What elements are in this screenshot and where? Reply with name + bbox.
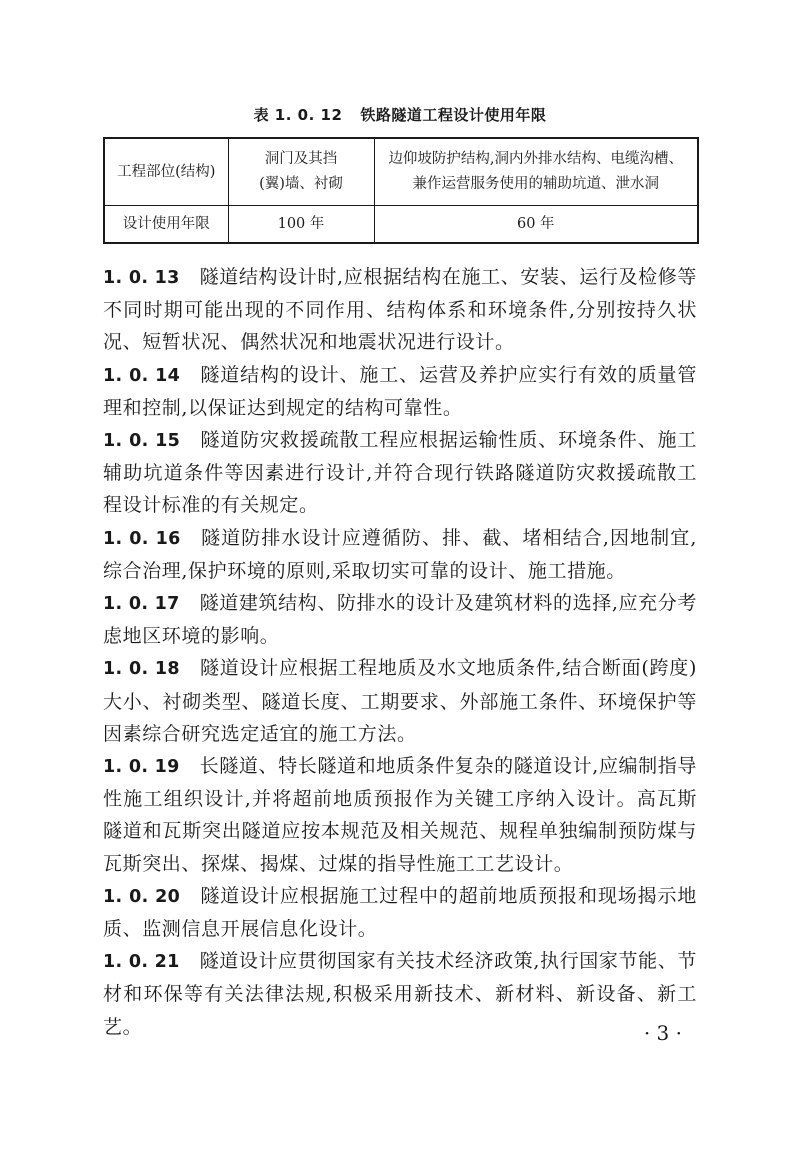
clause-text: 隧道结构的设计、施工、运营及养护应实行有效的质量管理和控制,以保证达到规定的结构可靠性。 [103,363,697,419]
header-cell-other-structures [374,138,698,206]
clause-number: 1. 0. 19 [103,757,180,778]
header-cell-portal-line2: (翼)墙、衬砌 [259,176,343,192]
header-cell-portal-line1: 洞门及其挡 [264,151,338,167]
clause-text: 隧道设计应贯彻国家有关技术经济政策,执行国家节能、节材和环保等有关法律法规,积极采用新技术、新材料、新设备、新工艺。 [103,950,697,1038]
clauses-list [103,261,697,1043]
table-caption [0,104,800,125]
clause [103,424,697,522]
row-value-60: 60 年 [374,206,698,244]
clause-number: 1. 0. 13 [103,268,180,288]
table-header-row [104,138,698,206]
clause [103,522,697,587]
clause [103,359,697,424]
row-label-cell: 设计使用年限 [104,206,228,244]
clause [103,587,697,652]
clause [103,750,697,880]
clause-number: 1. 0. 18 [103,659,180,680]
clause-number: 1. 0. 16 [103,528,181,549]
clause-text: 隧道建筑结构、防排水的设计及建筑材料的选择,应充分考虑地区环境的影响。 [103,592,697,648]
header-cell-part: 工程部位(结构) [104,138,228,206]
clause [103,880,697,945]
clause-text: 隧道设计应根据工程地质及水文地质条件,结合断面(跨度)大小、衬砌类型、隧道长度、工期要求、外部施工条件、环境保护等因素综合研究选定适宜的施工方法。 [103,657,697,745]
clause-number: 1. 0. 17 [103,594,180,615]
table-number: 表 1. 0. 12 [253,106,343,124]
clause [103,261,697,359]
clause-text: 隧道结构设计时,应根据结构在施工、安装、运行及检修等不同时期可能出现的不同作用、结构体系和环境条件,分别按持久状况、短暂状况、偶然状况和地震状况进行设计。 [103,266,697,354]
table-title: 铁路隧道工程设计使用年限 [360,106,547,124]
clause-text: 隧道防排水设计应遵循防、排、截、堵相结合,因地制宜,综合治理,保护环境的原则,采取切实可靠的设计、施工措施。 [103,526,697,582]
header-cell-portal [228,138,374,206]
clause [103,945,697,1043]
row-value-100: 100 年 [228,206,374,244]
table-row [104,206,698,244]
clause-text: 隧道设计应根据施工过程中的超前地质预报和现场揭示地质、监测信息开展信息化设计。 [103,884,697,941]
header-cell-other-line2: 兼作运营服务使用的辅助坑道、泄水洞 [412,176,659,192]
design-life-table [103,137,699,244]
clause-text: 隧道防灾救援疏散工程应根据运输性质、环境条件、施工辅助坑道条件等因素进行设计,并符合现行铁路隧道防灾救援疏散工程设计标准的有关规定。 [103,429,697,517]
header-cell-other-line1: 边仰坡防护结构,洞内外排水结构、电缆沟槽、 [388,151,684,167]
clause-text: 长隧道、特长隧道和地质条件复杂的隧道设计,应编制指导性施工组织设计,并将超前地质预报作为关键工序纳入设计。高瓦斯隧道和瓦斯突出隧道应按本规范及相关规范、规程单独编制预防煤与瓦斯突出、探煤、揭煤、过煤的指导性施工工艺设计。 [103,755,697,875]
page-number: · 3 · [643,1021,682,1045]
clause [103,652,697,750]
clause-number: 1. 0. 20 [103,886,181,907]
clause-number: 1. 0. 15 [103,431,181,452]
clause-number: 1. 0. 14 [103,365,181,386]
clause-number: 1. 0. 21 [103,952,180,973]
